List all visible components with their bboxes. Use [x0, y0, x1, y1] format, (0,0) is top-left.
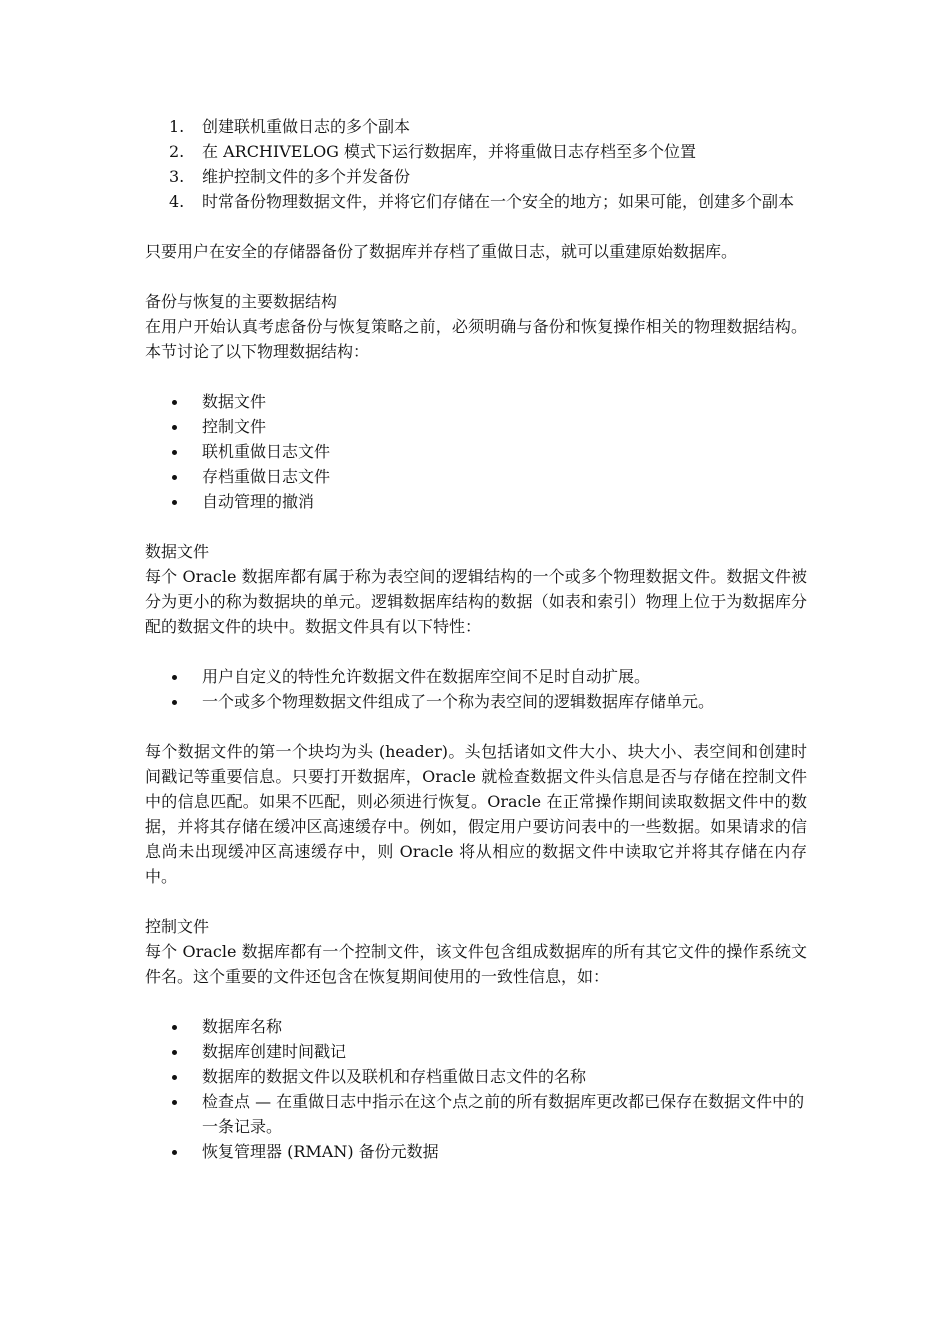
list-item: [145, 164, 807, 189]
list-item-text: 恢复管理器 (RMAN) 备份元数据: [202, 1142, 439, 1161]
list-item: [145, 1139, 807, 1164]
list-item: [145, 1064, 807, 1089]
bullet-icon: [172, 1100, 177, 1105]
list-item: [145, 389, 807, 414]
datafiles-paragraph: 每个 Oracle 数据库都有属于称为表空间的逻辑结构的一个或多个物理数据文件。数据文件被分为更小的称为数据块的单元。逻辑数据库结构的数据（如表和索引）物理上位于为数据库分配的数据文件的块中。数据文件具有以下特性：: [145, 567, 807, 636]
list-item: [145, 1014, 807, 1039]
list-item: [145, 189, 807, 214]
list-item: [145, 114, 807, 139]
bullet-icon: [172, 500, 177, 505]
list-item: [145, 464, 807, 489]
list-item-text: 数据库名称: [202, 1017, 283, 1036]
structures-list: [145, 389, 807, 514]
bullet-icon: [172, 475, 177, 480]
section-heading-controlfiles: 控制文件: [145, 917, 210, 936]
bullet-icon: [172, 1075, 177, 1080]
intro-paragraph: 只要用户在安全的存储器备份了数据库并存档了重做日志，就可以重建原始数据库。: [145, 242, 738, 261]
bullet-icon: [172, 400, 177, 405]
bullet-icon: [172, 1025, 177, 1030]
list-item: [145, 689, 807, 714]
bullet-icon: [172, 1050, 177, 1055]
list-item: [145, 664, 807, 689]
list-item-text: 存档重做日志文件: [202, 467, 331, 486]
list-item-text: 时常备份物理数据文件，并将它们存储在一个安全的地方；如果可能，创建多个副本: [202, 192, 795, 211]
list-number: 2.: [169, 142, 185, 161]
list-item-text: 数据库的数据文件以及联机和存档重做日志文件的名称: [202, 1067, 587, 1086]
list-item: [145, 414, 807, 439]
section-heading-datafiles: 数据文件: [145, 542, 210, 561]
list-item-text: 用户自定义的特性允许数据文件在数据库空间不足时自动扩展。: [202, 667, 651, 686]
list-number: 3.: [169, 167, 185, 186]
controlfiles-paragraph: 每个 Oracle 数据库都有一个控制文件，该文件包含组成数据库的所有其它文件的操作系统文件名。这个重要的文件还包含在恢复期间使用的一致性信息，如：: [145, 942, 807, 986]
bullet-icon: [172, 1150, 177, 1155]
structures-paragraph: 在用户开始认真考虑备份与恢复策略之前，必须明确与备份和恢复操作相关的物理数据结构。本节讨论了以下物理数据结构：: [145, 317, 807, 361]
list-item-text: 在 ARCHIVELOG 模式下运行数据库，并将重做日志存档至多个位置: [202, 142, 697, 161]
list-item: [145, 1039, 807, 1064]
section-heading-structures: 备份与恢复的主要数据结构: [145, 292, 338, 311]
list-item-text: 联机重做日志文件: [202, 442, 331, 461]
list-number: 1.: [169, 117, 185, 136]
list-item-text: 创建联机重做日志的多个副本: [202, 117, 411, 136]
list-item: [145, 489, 807, 514]
backup-steps-list: [145, 114, 807, 214]
list-item-text: 一个或多个物理数据文件组成了一个称为表空间的逻辑数据库存储单元。: [202, 692, 715, 711]
list-item-text: 控制文件: [202, 417, 267, 436]
bullet-icon: [172, 700, 177, 705]
controlfiles-list: [145, 1014, 807, 1164]
list-item: [145, 139, 807, 164]
list-item-text: 数据文件: [202, 392, 267, 411]
document-page: [145, 114, 807, 1164]
list-item-text: 检查点 — 在重做日志中指示在这个点之前的所有数据库更改都已保存在数据文件中的一条记录。: [202, 1092, 805, 1136]
list-item-text: 自动管理的撤消: [202, 492, 315, 511]
datafiles-list: [145, 664, 807, 714]
list-item: [145, 1089, 807, 1139]
list-number: 4.: [169, 192, 185, 211]
list-item-text: 维护控制文件的多个并发备份: [202, 167, 411, 186]
list-item: [145, 439, 807, 464]
bullet-icon: [172, 450, 177, 455]
bullet-icon: [172, 675, 177, 680]
datafiles-header-paragraph: 每个数据文件的第一个块均为头 (header)。头包括诸如文件大小、块大小、表空间和创建时间戳记等重要信息。只要打开数据库，Oracle 就检查数据文件头信息是否与存储在控制文件中的信息匹配。如果不匹配，则必须进行恢复。Oracle 在正常操作期间读取数据文件中的数据，并将其存储在缓冲区高速缓存中。例如，假定用户要访问表中的一些数据。如果请求的信息尚未出现缓冲区高速缓存中，则 Oracle 将从相应的数据文件中读取它并将其存储在内存中。: [145, 742, 807, 886]
list-item-text: 数据库创建时间戳记: [202, 1042, 347, 1061]
bullet-icon: [172, 425, 177, 430]
